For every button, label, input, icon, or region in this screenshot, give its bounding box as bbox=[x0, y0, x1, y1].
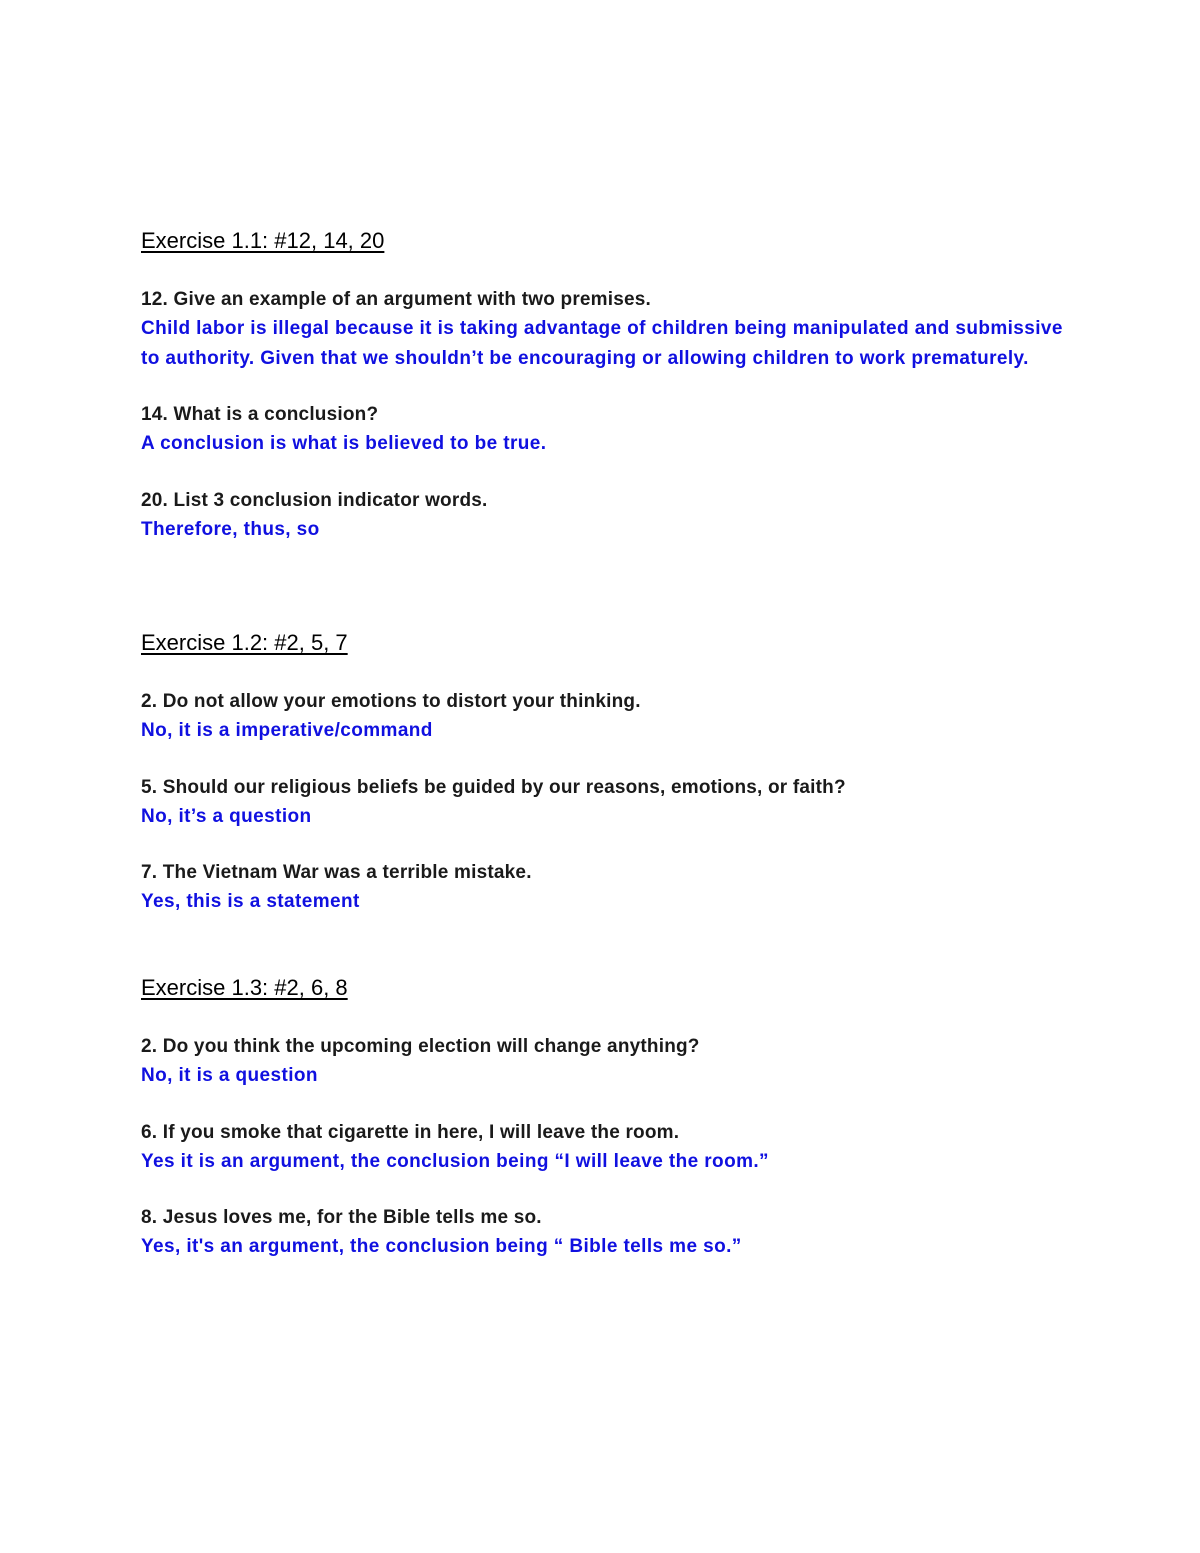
question-item bbox=[141, 285, 1081, 373]
answer-text: Child labor is illegal because it is taking advantage of children being manipulated and submissive to authority. Given that we shouldn’t be encouraging or allowing children to work prematurely. bbox=[141, 318, 1063, 369]
section-heading: Exercise 1.3: #2, 6, 8 bbox=[141, 975, 348, 1000]
answer-text: A conclusion is what is believed to be true. bbox=[141, 433, 547, 454]
exercise-1-1-section bbox=[141, 228, 1081, 544]
question-text: 20. List 3 conclusion indicator words. bbox=[141, 489, 488, 511]
question-text: 5. Should our religious beliefs be guided by our reasons, emotions, or faith? bbox=[141, 776, 846, 798]
question-text: 7. The Vietnam War was a terrible mistake. bbox=[141, 862, 532, 883]
section-heading: Exercise 1.1: #12, 14, 20 bbox=[141, 228, 385, 253]
answer-text: No, it is a question bbox=[141, 1065, 318, 1086]
question-item bbox=[141, 1032, 1081, 1091]
exercise-1-2-section bbox=[141, 630, 1081, 917]
question-item bbox=[141, 1203, 1081, 1262]
question-text: 2. Do not allow your emotions to distort your thinking. bbox=[141, 691, 641, 712]
section-heading: Exercise 1.2: #2, 5, 7 bbox=[141, 630, 348, 655]
question-text: 2. Do you think the upcoming election will change anything? bbox=[141, 1036, 700, 1057]
answer-text: Therefore, thus, so bbox=[141, 518, 320, 540]
question-item bbox=[141, 400, 1081, 459]
question-item bbox=[141, 858, 1081, 917]
answer-text: Yes it is an argument, the conclusion being “I will leave the room.” bbox=[141, 1150, 769, 1172]
question-item bbox=[141, 486, 1081, 545]
question-item bbox=[141, 773, 1081, 832]
question-item bbox=[141, 1118, 1081, 1177]
question-text: 6. If you smoke that cigarette in here, I will leave the room. bbox=[141, 1121, 680, 1143]
question-text: 8. Jesus loves me, for the Bible tells me so. bbox=[141, 1207, 542, 1228]
answer-text: Yes, it's an argument, the conclusion being “ Bible tells me so.” bbox=[141, 1236, 742, 1257]
question-item bbox=[141, 687, 1081, 746]
answer-text: Yes, this is a statement bbox=[141, 891, 360, 912]
exercise-1-3-section bbox=[141, 975, 1081, 1262]
answer-text: No, it’s a question bbox=[141, 805, 312, 827]
question-text: 12. Give an example of an argument with two premises. bbox=[141, 289, 652, 310]
question-text: 14. What is a conclusion? bbox=[141, 404, 379, 425]
answer-text: No, it is a imperative/command bbox=[141, 720, 433, 741]
